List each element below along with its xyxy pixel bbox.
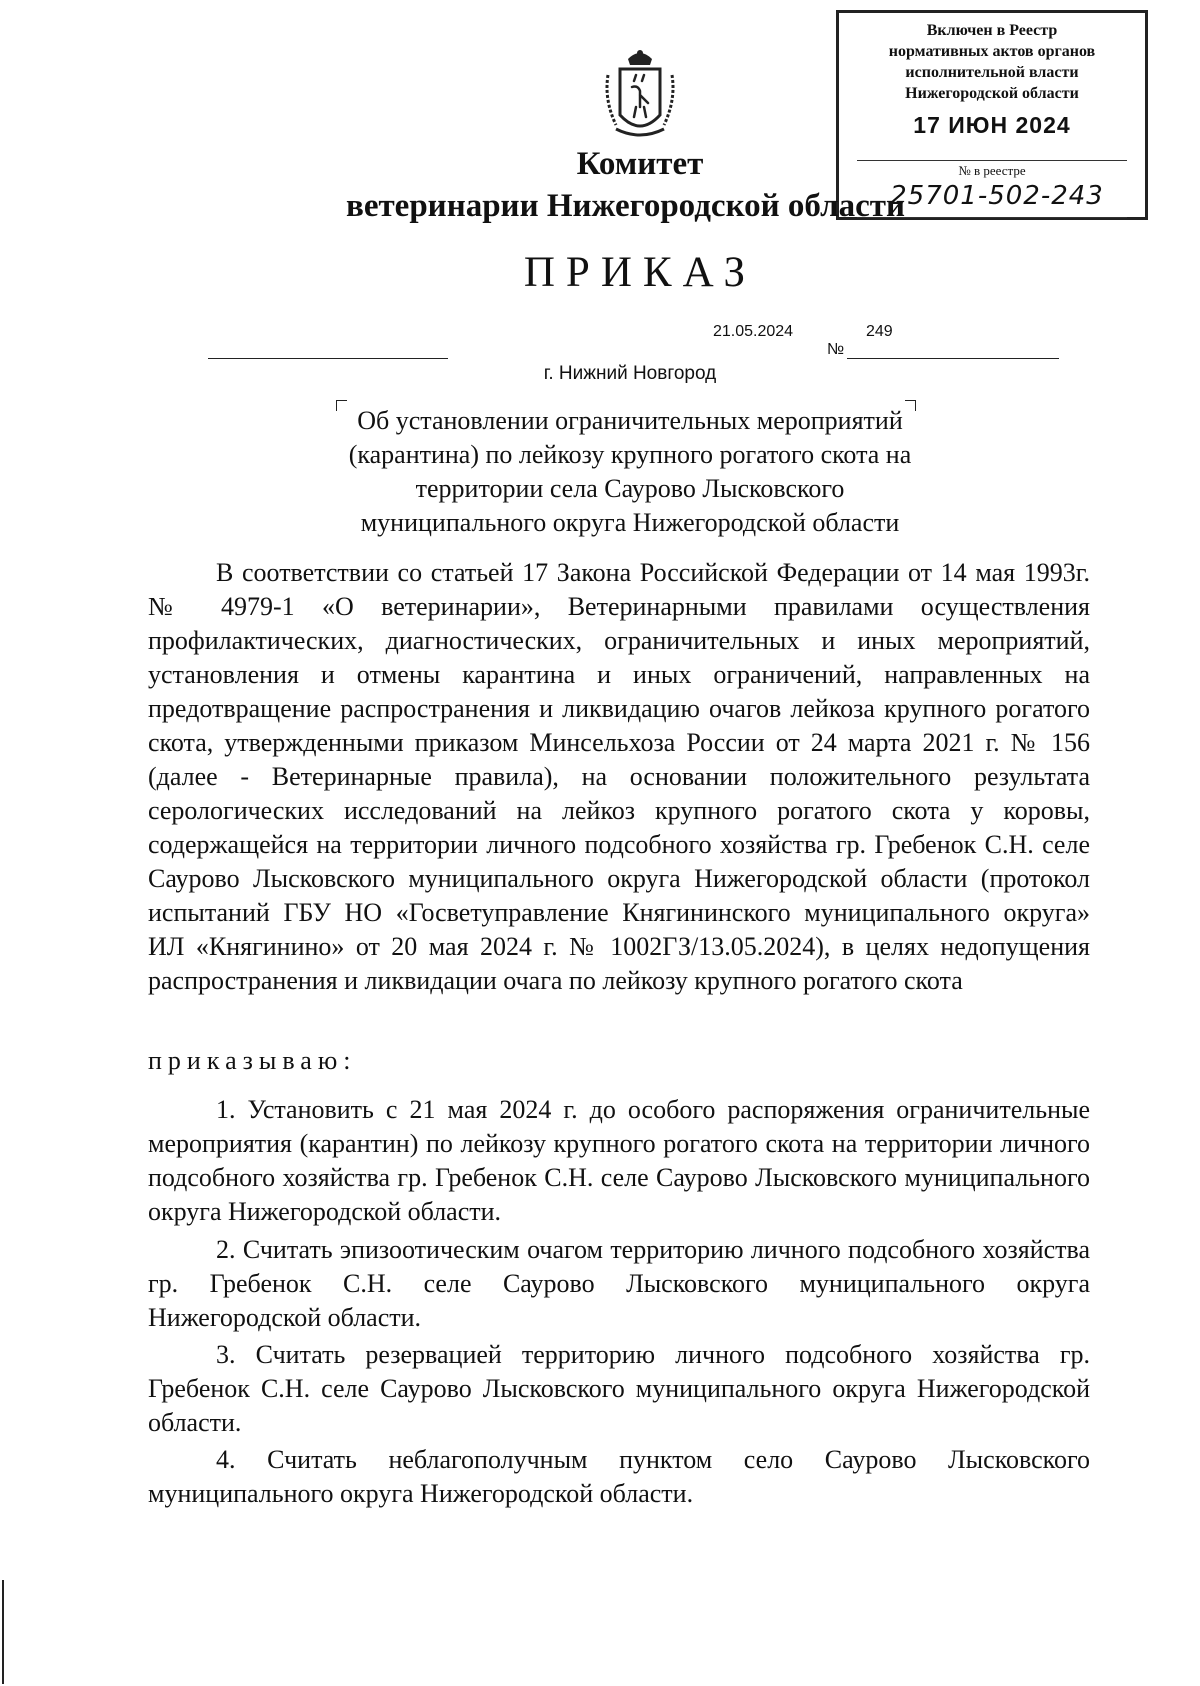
org-name-line-1: Комитет	[576, 146, 704, 182]
org-name-line-2: ветеринарии Нижегородской области	[346, 188, 905, 224]
preamble-paragraph: В соответствии со статьей 17 Закона Российской Федерации от 14 мая 1993г. № 4979-1 «О ветеринарии», Ветеринарными правилами осуществления профилактических, диагностических, ограничительных и иных мероприятий, установления и отмены карантина и иных ограничений, направленных на предотвращение распространения и ликвидацию очагов лейкоза крупного рогатого скота, утвержденными приказом Минсельхоза России от 24 марта 2021 г. № 156 (далее - Ветеринарные правила), на основании положительного результата серологических исследований на лейкоз крупного рогатого скота у коровы, содержащейся на территории личного подсобного хозяйства гр. Гребенок С.Н. селе Саурово Лысковского муниципального округа Нижегородской области (протокол испытаний ГБУ НО «Госветуправление Княгининского муниципального округа» ИЛ «Княгинино» от 20 мая 2024 г. № 1002ГЗ/13.05.2024), в целях недопущения распространения и ликвидации очага по лейкозу крупного рогатого скота	[148, 558, 1090, 995]
orders-word: приказываю:	[148, 1046, 357, 1075]
document-type-title: ПРИКАЗ	[523, 249, 757, 296]
date-underline	[208, 358, 448, 359]
stamp-line-4: Нижегородской области	[905, 85, 1079, 102]
subject-heading: Об установлении ограничительных мероприятий (карантина) по лейкозу крупного рогатого скота на территории села Саурово Лысковского муниципального округа Нижегородской области	[348, 406, 912, 537]
order-item-3: 3. Считать резервацией территорию личного подсобного хозяйства гр. Гребенок С.Н. селе Саурово Лысковского муниципального округа Нижегородской области.	[148, 1340, 1090, 1437]
stamp-number-label: № в реестре	[958, 163, 1026, 178]
order-item-1: 1. Установить с 21 мая 2024 г. до особого распоряжения ограничительные мероприятия (карантин) по лейкозу крупного рогатого скота на территории личного подсобного хозяйства гр. Гребенок С.Н. селе Саурово Лысковского муниципального округа Нижегородской области.	[148, 1095, 1090, 1226]
coat-of-arms-icon	[590, 45, 690, 145]
order-date: 21.05.2024	[713, 323, 794, 340]
order-number: 249	[866, 323, 893, 340]
stamp-line-2: нормативных актов органов	[888, 43, 1096, 60]
stamp-line-3: исполнительной власти	[905, 64, 1079, 81]
order-item-2: 2. Считать эпизоотическим очагом территорию личного подсобного хозяйства гр. Гребенок С.Н. селе Саурово Лысковского муниципального округа Нижегородской области.	[148, 1235, 1090, 1332]
order-number-sign: №	[827, 341, 845, 358]
stamp-date: 17 ИЮН 2024	[913, 112, 1071, 138]
scan-margin-mark	[2, 1580, 4, 1684]
order-item-4: 4. Считать неблагополучным пунктом село Саурово Лысковского муниципального округа Нижегородской области.	[148, 1445, 1090, 1508]
stamp-line-1: Включен в Реестр	[926, 22, 1058, 39]
city: г. Нижний Новгород	[543, 363, 717, 384]
stamp-registry-number: 25701-502-243	[890, 181, 1104, 211]
number-underline	[847, 358, 1059, 359]
